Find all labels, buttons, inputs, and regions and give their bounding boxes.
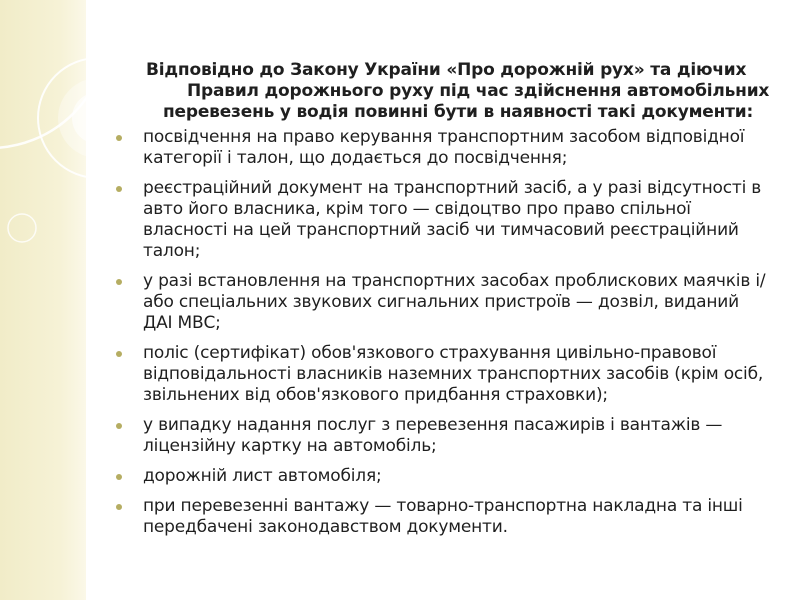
bullet-icon [116,474,122,480]
list-item [112,343,772,406]
documents-list [112,127,772,538]
bullet-icon [116,504,122,510]
list-item-text: у разі встановлення на транспортних засобах проблискових маячків і/або спеціальних звукових сигнальних пристроїв — дозвіл, виданий ДАІ МВС; [143,271,766,333]
list-item [112,466,772,487]
list-item-text: при перевезенні вантажу — товарно-транспортна накладна та інші передбачені законодавством документи. [143,496,743,537]
bullet-icon [116,135,122,141]
bullet-icon [116,186,122,192]
bullet-icon [116,279,122,285]
list-item [112,496,772,538]
bullet-icon [116,351,122,357]
heading-line-1: Відповідно до Закону України «Про дорожній рух» та діючих [146,60,747,80]
list-item [112,127,772,169]
list-item-text: дорожній лист автомобіля; [143,466,382,486]
list-item-text: у випадку надання послуг з перевезення пасажирів і вантажів — ліцензійну картку на автомобіль; [143,415,723,456]
list-item-text: поліс (сертифікат) обов'язкового страхування цивільно-правової відповідальності власників наземних транспортних засобів (крім осіб, звільнених від обов'язкового придбання страховки); [143,343,764,405]
list-item [112,271,772,334]
list-item [112,415,772,457]
slide-content [112,60,772,547]
heading-line-2: Правил дорожнього руху під час здійснення автомобільних [187,81,770,101]
heading-line-3: перевезень у водія повинні бути в наявності такі документи: [163,102,754,122]
bullet-icon [116,423,122,429]
slide-heading [112,60,772,123]
list-item-text: реєстраційний документ на транспортний засіб, а у разі відсутності в авто його власника, крім того — свідоцтво про право спільної власності на цей транспортний засіб чи тимчасовий реєстраційний талон; [143,178,762,261]
list-item [112,178,772,262]
list-item-text: посвідчення на право керування транспортним засобом відповідної категорії і талон, що додається до посвідчення; [143,127,745,168]
